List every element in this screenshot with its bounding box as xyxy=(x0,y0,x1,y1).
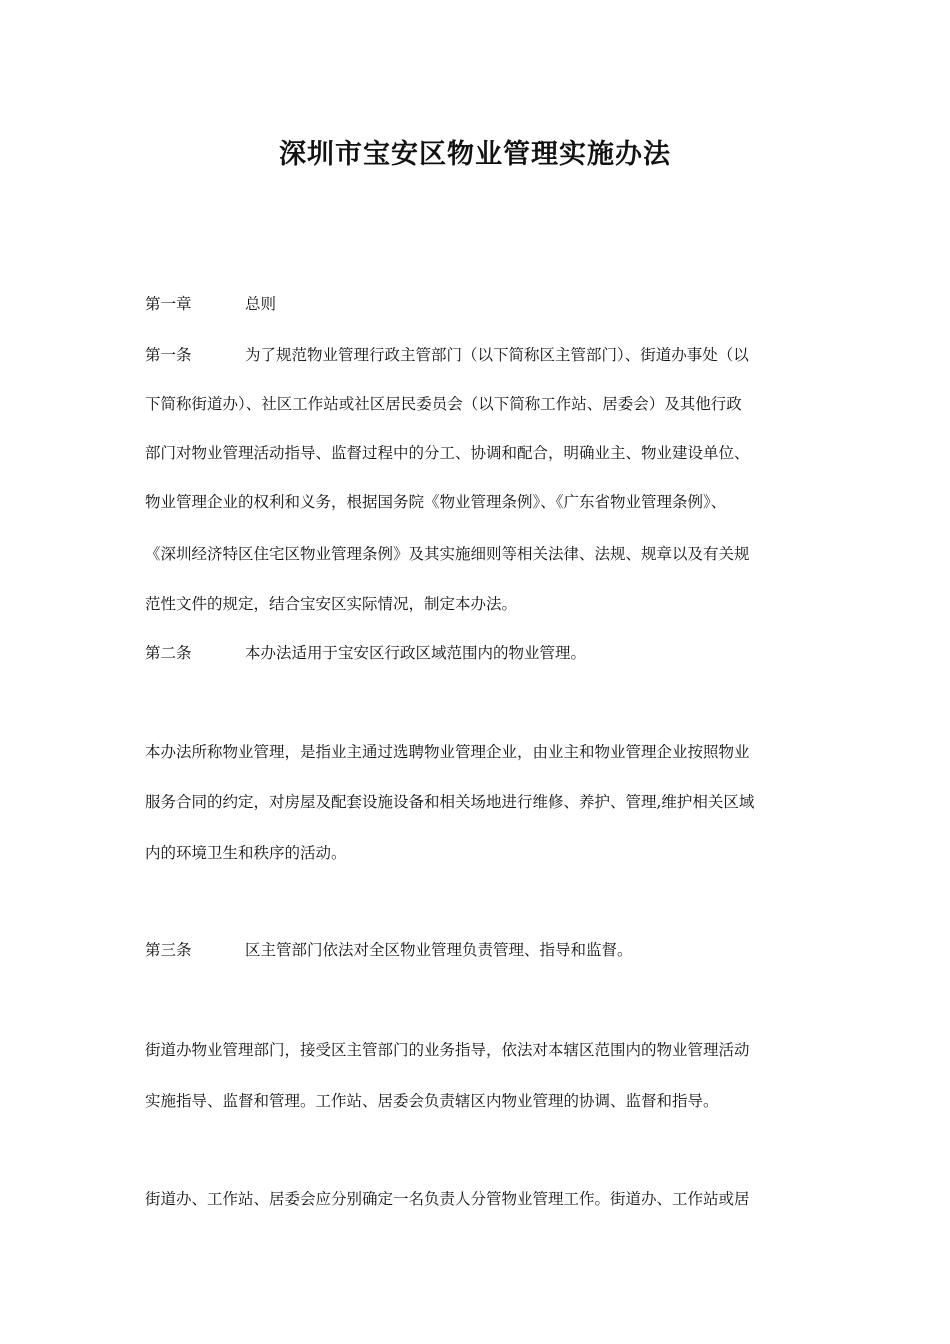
article-line xyxy=(145,643,815,663)
line-label: 第一章 xyxy=(145,295,192,313)
line-text: 内的环境卫生和秩序的活动。 xyxy=(145,844,347,862)
line-text: 为了规范物业管理行政主管部门（以下简称区主管部门）、街道办事处（以 xyxy=(245,346,749,364)
line-text: 实施指导、监督和管理。工作站、居委会负责辖区内物业管理的协调、监督和指导。 xyxy=(145,1092,719,1110)
body-line xyxy=(145,843,815,863)
body-line xyxy=(145,742,815,762)
body-line xyxy=(145,594,815,614)
line-text: 下简称街道办）、社区工作站或社区居民委员会（以下简称工作站、居委会）及其他行政 xyxy=(145,395,742,413)
body-line xyxy=(145,1091,815,1111)
line-text: 区主管部门依法对全区物业管理负责管理、指导和监督。 xyxy=(245,941,633,959)
body-line xyxy=(145,443,815,463)
body-line xyxy=(145,394,815,414)
body-line xyxy=(145,544,815,564)
line-text: 本办法所称物业管理，是指业主通过选聘物业管理企业，由业主和物业管理企业按照物业 xyxy=(145,743,750,761)
body-line xyxy=(145,792,815,812)
line-text: 范性文件的规定，结合宝安区实际情况，制定本办法。 xyxy=(145,595,518,613)
body-line xyxy=(145,1189,815,1209)
body-line xyxy=(145,492,815,512)
line-text: 《深圳经济特区住宅区物业管理条例》及其实施细则等相关法律、法规、规章以及有关规 xyxy=(145,545,750,563)
line-label: 第一条 xyxy=(145,346,192,364)
line-label: 第三条 xyxy=(145,941,192,959)
document-title: 深圳市宝安区物业管理实施办法 xyxy=(279,139,671,170)
line-text: 服务合同的约定，对房屋及配套设施设备和相关场地进行维修、养护、管理,维护相关区域 xyxy=(145,793,755,811)
article-line xyxy=(145,345,815,365)
line-label: 第二条 xyxy=(145,644,192,662)
article-line xyxy=(145,940,815,960)
body-line xyxy=(145,1040,815,1060)
line-text: 本办法适用于宝安区行政区域范围内的物业管理。 xyxy=(245,644,587,662)
line-text: 街道办物业管理部门，接受区主管部门的业务指导，依法对本辖区范围内的物业管理活动 xyxy=(145,1041,750,1059)
line-text: 物业管理企业的权利和义务，根据国务院《物业管理条例》、《广东省物业管理条例》、 xyxy=(145,493,727,511)
line-text: 总则 xyxy=(245,295,277,313)
line-text: 部门对物业管理活动指导、监督过程中的分工、协调和配合，明确业主、物业建设单位、 xyxy=(145,444,750,462)
line-text: 街道办、工作站、居委会应分别确定一名负责人分管物业管理工作。街道办、工作站或居 xyxy=(145,1190,750,1208)
chapter-heading xyxy=(145,294,815,314)
